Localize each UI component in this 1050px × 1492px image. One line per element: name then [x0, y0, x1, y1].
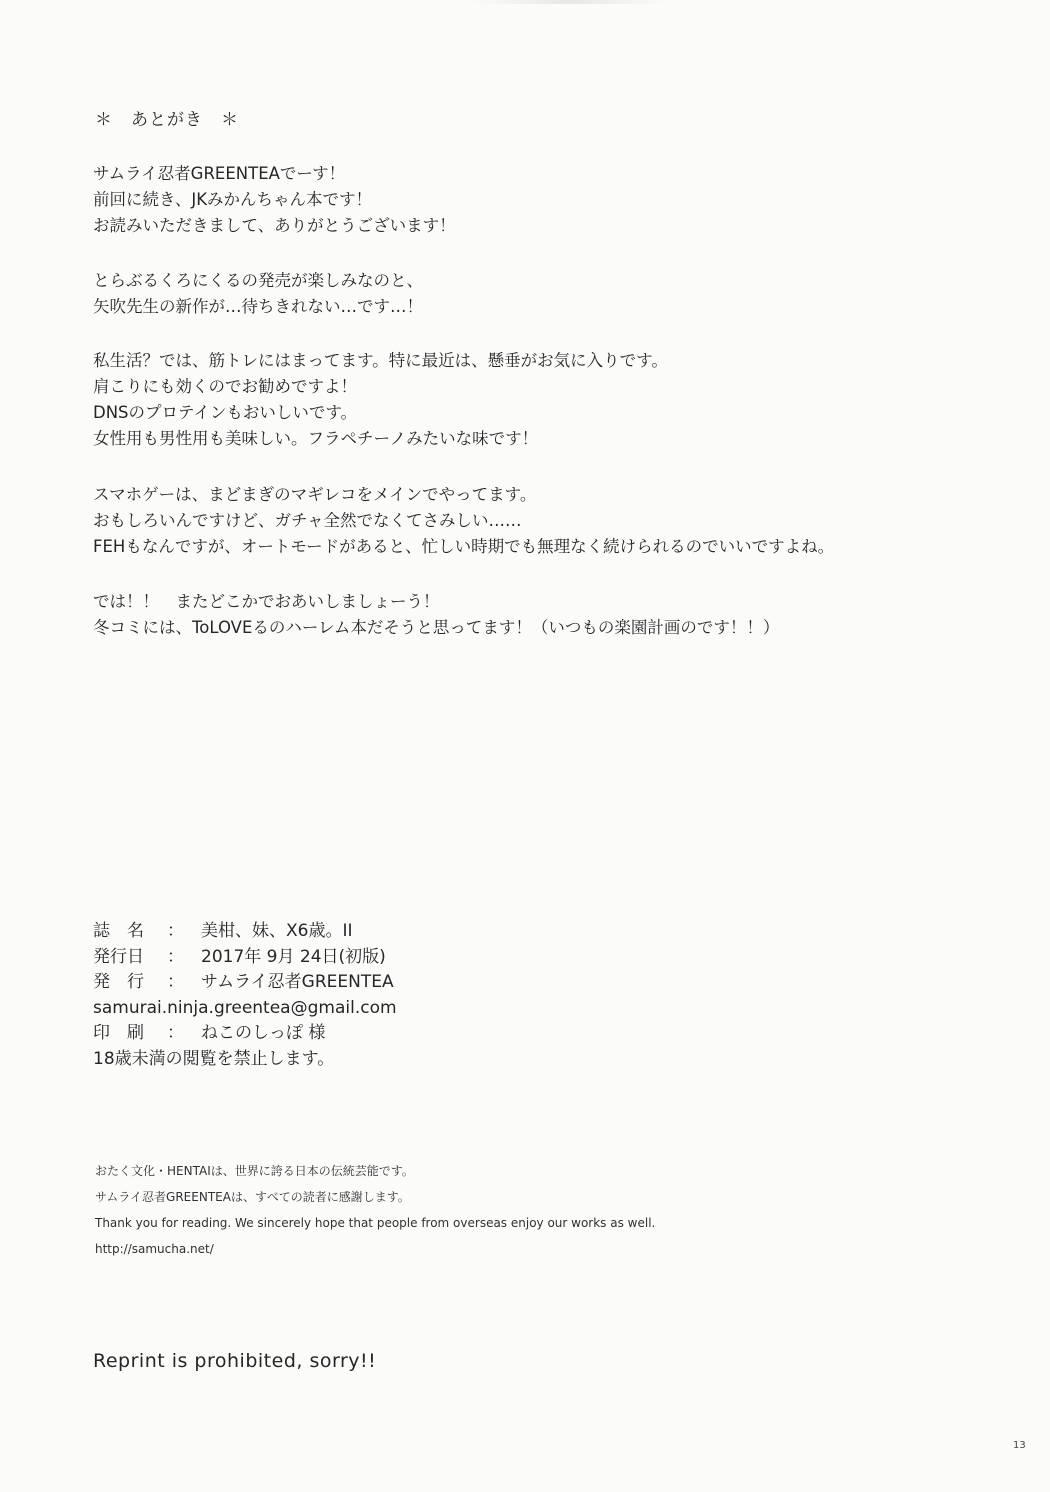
paragraph-line: では！！ またどこかでおあいしましょーう！: [93, 592, 440, 611]
paragraph-line: おもしろいんですけど、ガチャ全然でなくてさみしい……: [93, 511, 522, 530]
note-line: サムライ忍者GREENTEAは、すべての読者に感謝します。: [95, 1190, 410, 1204]
afterword-paragraph-closing: [93, 589, 779, 641]
colophon-separator: ：: [167, 946, 184, 967]
colophon-printer-label: 印 刷: [93, 1023, 144, 1043]
website-url: http://samucha.net/: [95, 1242, 214, 1256]
note-line: おたく文化・HENTAIは、世界に誇る日本の伝統芸能です。: [95, 1164, 414, 1178]
colophon-age-notice: 18歳未満の閲覧を禁止します。: [93, 1048, 335, 1069]
paragraph-line: とらぶるくろにくるの発売が楽しみなのと、: [93, 271, 423, 290]
colophon-separator: ：: [167, 972, 184, 992]
colophon-title-value: 美柑、妹、X6歳。II: [201, 921, 353, 941]
paragraph-line: 冬コミには、ToLOVEるのハーレム本だそうと思ってます！（いつもの楽園計画のです！！）: [93, 618, 780, 637]
afterword-paragraph-greeting: [93, 161, 456, 239]
colophon-date-row: [93, 945, 397, 971]
paragraph-line: FEHもなんですが、オートモードがあると、忙しい時期でも無理なく続けられるのでいいですよね。: [93, 537, 835, 556]
scan-smudge: [470, 0, 670, 4]
colophon-publisher-value: サムライ忍者GREENTEA: [201, 972, 394, 992]
colophon-publisher-label: 発 行: [93, 972, 144, 992]
colophon-title-label: 誌 名: [93, 921, 144, 941]
colophon: [93, 919, 397, 1072]
colophon-date-label: 発行日: [93, 946, 144, 967]
page-number: 13: [1013, 1440, 1026, 1451]
afterword-paragraph-games: [93, 482, 834, 560]
paragraph-line: 前回に続き、JKみかんちゃん本です！: [93, 190, 373, 209]
colophon-publisher-row: [93, 970, 397, 996]
paragraph-line: 女性用も男性用も美味しい。フラペチーノみたいな味です！: [93, 429, 539, 448]
closing-notes: [95, 1158, 655, 1262]
note-line: Thank you for reading. We sincerely hope that people from overseas enjoy our works as well.: [95, 1216, 656, 1230]
colophon-separator: ：: [167, 921, 184, 941]
colophon-email: samurai.ninja.greentea@gmail.com: [93, 997, 397, 1018]
paragraph-line: スマホゲーは、まどまぎのマギレコをメインでやってます。: [93, 485, 537, 504]
paragraph-line: DNSのプロテインもおいしいです。: [93, 403, 358, 422]
paragraph-line: 矢吹先生の新作が…待ちきれない…です…！: [93, 297, 423, 316]
paragraph-line: 私生活？では、筋トレにはまってます。特に最近は、懸垂がお気に入りです。: [93, 351, 668, 370]
colophon-title-row: [93, 919, 397, 945]
paragraph-line: お読みいただきまして、ありがとうございます！: [93, 216, 456, 235]
paragraph-line: サムライ忍者GREENTEAでーす！: [93, 164, 346, 183]
afterword-paragraph-anticipation: [93, 268, 423, 320]
colophon-separator: ：: [167, 1023, 184, 1043]
afterword-heading: ＊ あとがき ＊: [95, 110, 239, 130]
colophon-date-value: 2017年 9月 24日(初版): [201, 946, 386, 967]
colophon-printer-value: ねこのしっぽ 様: [201, 1023, 326, 1043]
colophon-printer-row: [93, 1021, 397, 1047]
afterword-paragraph-private-life: [93, 348, 668, 452]
paragraph-line: 肩こりにも効くのでお勧めですよ！: [93, 377, 357, 396]
reprint-notice: Reprint is prohibited, sorry!!: [93, 1350, 377, 1372]
